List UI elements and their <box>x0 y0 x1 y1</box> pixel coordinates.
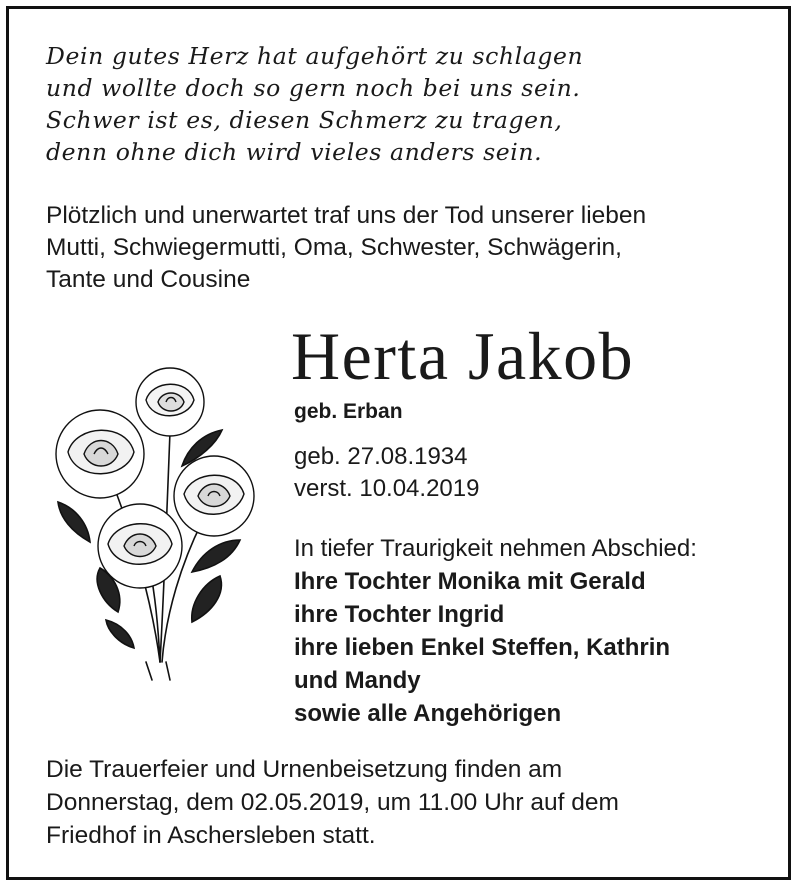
mourner-line: ihre lieben Enkel Steffen, Kathrin <box>294 634 671 661</box>
service-line: Friedhof in Aschersleben statt. <box>46 822 376 849</box>
birth-date: geb. 27.08.1934 <box>294 443 468 470</box>
funeral-service-info <box>46 753 619 852</box>
intro-line: Mutti, Schwiegermutti, Oma, Schwester, Schwägerin, <box>46 234 622 261</box>
maiden-name: geb. Erban <box>294 400 403 423</box>
mourner-line: ihre Tochter Ingrid <box>294 601 505 628</box>
roses-bouquet-icon <box>42 362 262 682</box>
poem-line: Dein gutes Herz hat aufgehört zu schlagen <box>46 42 584 70</box>
service-line: Donnerstag, dem 02.05.2019, um 11.00 Uhr auf dem <box>46 789 619 816</box>
mourners-block <box>294 532 697 730</box>
mourner-line: sowie alle Angehörigen <box>294 700 562 727</box>
intro-line: Plötzlich und unerwartet traf uns der Tod unserer lieben <box>46 202 647 229</box>
life-dates <box>294 441 479 505</box>
mourner-line: Ihre Tochter Monika mit Gerald <box>294 568 646 595</box>
intro-line: Tante und Cousine <box>46 266 251 293</box>
death-date: verst. 10.04.2019 <box>294 475 480 502</box>
intro-text <box>46 200 646 296</box>
poem-line: denn ohne dich wird vieles anders sein. <box>46 138 543 166</box>
deceased-name: Herta Jakob <box>291 318 635 394</box>
service-line: Die Trauerfeier und Urnenbeisetzung finden am <box>46 756 563 783</box>
poem-line: und wollte doch so gern noch bei uns sein. <box>46 74 581 102</box>
memorial-poem <box>46 40 583 168</box>
mourner-line: und Mandy <box>294 667 421 694</box>
mourners-lead: In tiefer Traurigkeit nehmen Abschied: <box>294 535 697 562</box>
poem-line: Schwer ist es, diesen Schmerz zu tragen, <box>46 106 563 134</box>
